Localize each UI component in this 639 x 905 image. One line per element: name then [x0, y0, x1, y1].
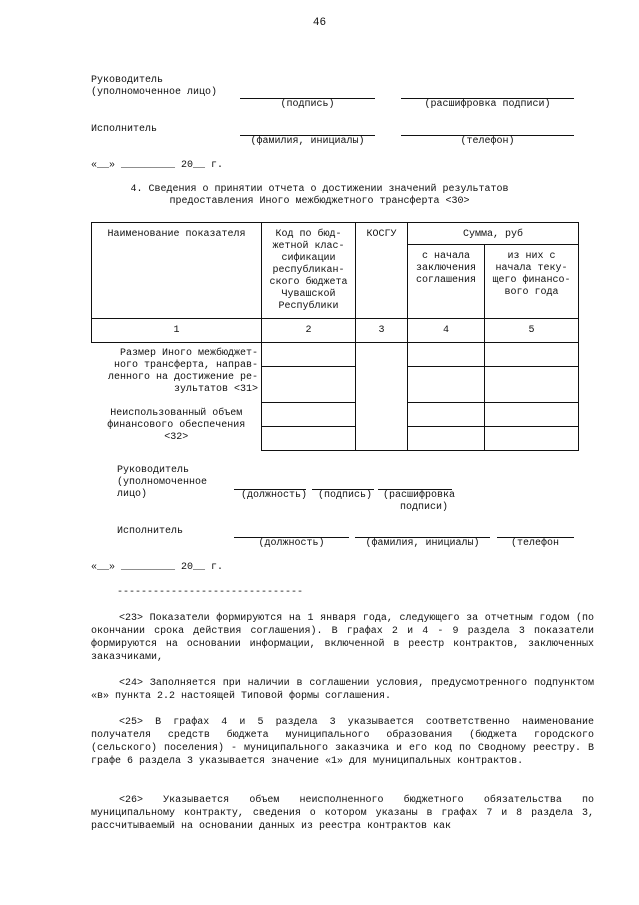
table-cell: [485, 427, 579, 451]
report-table: [91, 222, 579, 451]
head-label: Руководитель: [117, 465, 190, 476]
table-cell: [408, 343, 485, 367]
row-label-transfer: Размер Иного межбюджет- ного трансферта, направ- ленного на достижение ре- зультатов <31>: [107, 348, 258, 395]
executor-label: Исполнитель: [117, 526, 184, 537]
decryption-caption: (расшифровка подписи): [424, 99, 551, 110]
decryption-caption: (расшифровка: [383, 490, 456, 501]
table-cell: [485, 343, 579, 367]
table-cell: [408, 403, 485, 427]
table-cell: [485, 403, 579, 427]
phone-caption: (телефон): [460, 136, 515, 147]
header-sum: Сумма, руб: [408, 223, 579, 245]
page-number: 46: [312, 17, 327, 29]
table-cell: [262, 343, 356, 367]
table-cell: [408, 427, 485, 451]
col-number-1: 1: [92, 319, 262, 343]
footnote-separator: -------------------------------: [117, 587, 304, 598]
table-cell: [485, 367, 579, 403]
col-number-5: 5: [485, 319, 579, 343]
col-number-4: 4: [408, 319, 485, 343]
head-label-sub: (уполномоченное: [117, 477, 208, 488]
name-caption: (фамилия, инициалы): [365, 538, 480, 549]
row-label-unused: Неиспользованный объем финансового обеспечения <32>: [107, 407, 246, 443]
header-code: Код по бюд- жетной клас- сификации республикан- ского бюджета Чувашской Республики: [262, 223, 356, 319]
table-cell: [262, 367, 356, 403]
table-cell: [408, 367, 485, 403]
head-label: Руководитель: [91, 75, 164, 86]
position-caption: (должность): [241, 490, 308, 501]
signature-caption: (подпись): [280, 99, 335, 110]
name-caption: (фамилия, инициалы): [250, 136, 365, 147]
signature-caption: (подпись): [318, 490, 373, 501]
decryption-caption-cont: подписи): [400, 502, 449, 513]
phone-caption: (телефон: [511, 538, 560, 549]
position-caption: (должность): [258, 538, 325, 549]
head-label-sub2: лицо): [117, 489, 148, 500]
footnote-23: <23> Показатели формируются на 1 января года, следующего за отчетным годом (по окончании срока действия соглашения). В графах 2 и 4 - 9 раздела 3 показатели формируются на основании информации, включенной в реестр контрактов, заключенных заказчиками,: [91, 613, 594, 663]
section-title-cont: предоставления Иного межбюджетного трансферта <30>: [169, 196, 470, 207]
footnote-25: <25> В графах 4 и 5 раздела 3 указывается соответственно наименование получателя средств бюджета муниципального образования (бюджета городского (сельского) поселения) - муниципального заказчика и его код по Сводному реестру. В графе 6 раздела 3 указывается значение «1» для муниципальных контрактов.: [91, 717, 594, 767]
col-number-2: 2: [262, 319, 356, 343]
table-cell-kosgu: [356, 343, 408, 451]
executor-label: Исполнитель: [91, 124, 158, 135]
header-sum-from-start: с начала заключения соглашения: [408, 245, 485, 319]
date-line: «__» _________ 20__ г.: [91, 160, 224, 171]
footnote-24: <24> Заполняется при наличии в соглашении условия, предусмотренного подпунктом «в» пункта 2.2 настоящей Типовой формы соглашения.: [91, 678, 594, 702]
table-cell: [262, 427, 356, 451]
header-sum-current-year: из них с начала теку- щего финансо- вого года: [485, 245, 579, 319]
table-cell: [262, 403, 356, 427]
date-line: «__» _________ 20__ г.: [91, 562, 224, 573]
footnote-26: <26> Указывается объем неисполненного бюджетного обязательства по муниципальному контракту, сведения о котором указаны в графах 7 и 8 раздела 3, рассчитываемый на основании данных из реестра контрактов как: [91, 795, 594, 832]
col-number-3: 3: [356, 319, 408, 343]
head-label-sub: (уполномоченное лицо): [91, 87, 218, 98]
header-name: Наименование показателя: [92, 223, 262, 319]
section-title: 4. Сведения о принятии отчета о достижении значений результатов: [130, 184, 509, 195]
header-kosgu: КОСГУ: [356, 223, 408, 319]
